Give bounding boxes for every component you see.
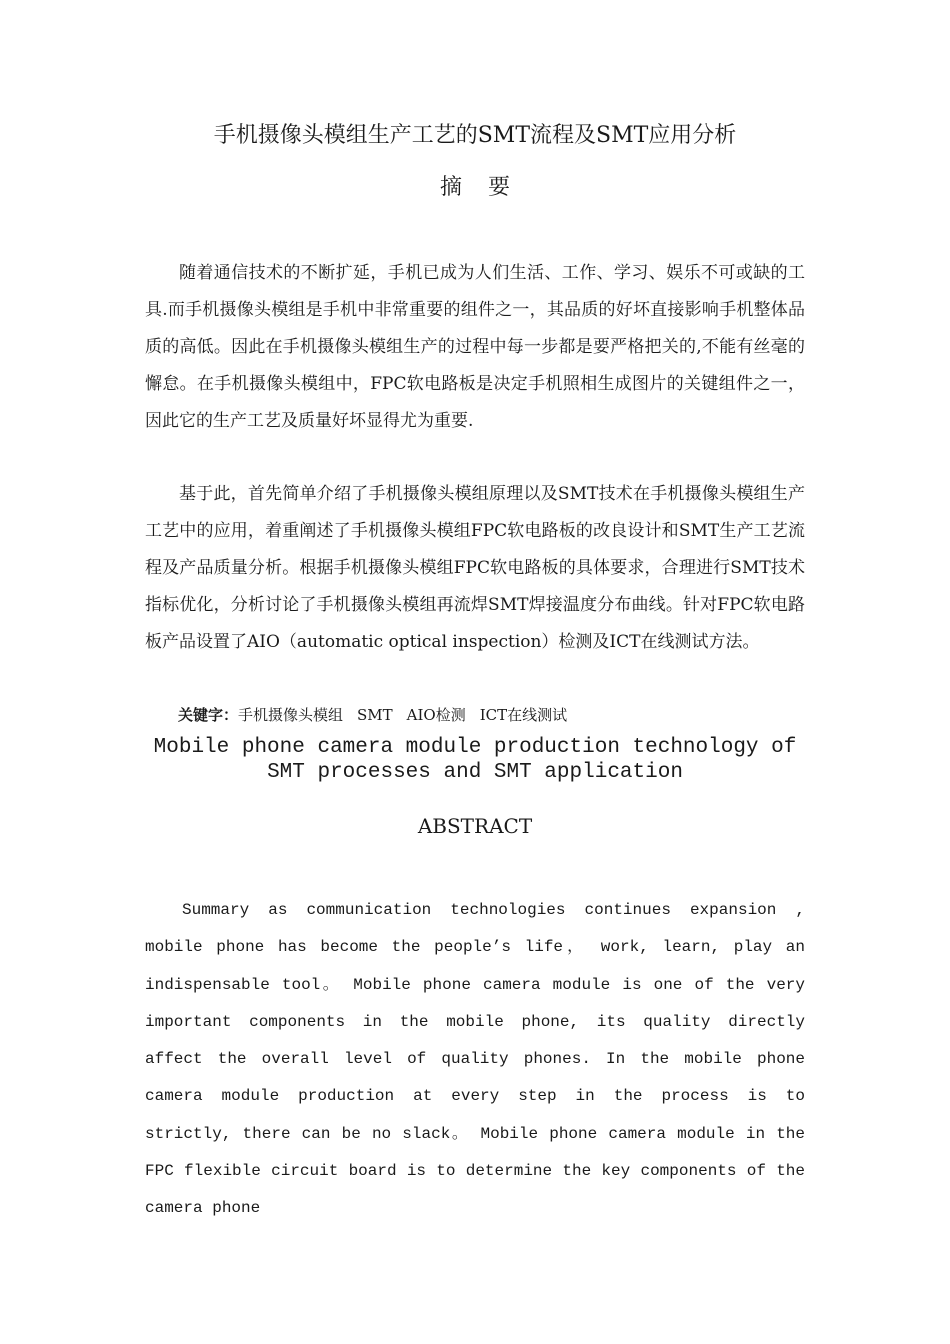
- keyword-item: SMT: [357, 706, 393, 724]
- chinese-abstract-paragraph-2: [145, 476, 805, 661]
- english-abstract-heading: ABSTRACT: [417, 814, 533, 838]
- keyword-item: 手机摄像头模组: [238, 706, 344, 724]
- chinese-title: 手机摄像头模组生产工艺的SMT流程及SMT应用分析: [213, 123, 737, 148]
- chinese-paragraph-2-text: 基于此，首先简单介绍了手机摄像头模组原理以及SMT技术在手机摄像头模组生产工艺中的应用，着重阐述了手机摄像头模组FPC软电路板的改良设计和SMT生产工艺流程及产品质量分析。根据手机摄像头模组FPC软电路板的具体要求，合理进行SMT技术指标优化，分析讨论了手机摄像头模组再流焊SMT焊接温度分布曲线。针对FPC软电路板产品设置了AIO（automatic optical inspection）检测及ICT在线测试方法。: [145, 484, 805, 652]
- chinese-abstract-heading: 摘要: [439, 175, 536, 200]
- keywords-label: 关键字：: [178, 706, 239, 724]
- keywords-line: [178, 703, 581, 727]
- chinese-abstract-paragraph-1: [145, 255, 805, 440]
- chinese-paragraph-1-text: 随着通信技术的不断扩延，手机已成为人们生活、工作、学习、娱乐不可或缺的工具.而手机摄像头模组是手机中非常重要的组件之一，其品质的好坏直接影响手机整体品质的高低。因此在手机摄像头模组生产的过程中每一步都是要严格把关的,不能有丝毫的懈怠。在手机摄像头模组中，FPC软电路板是决定手机照相生成图片的关键组件之一，因此它的生产工艺及质量好坏显得尤为重要.: [145, 263, 805, 431]
- keyword-item: ICT在线测试: [479, 706, 568, 724]
- english-paragraph-1-text: Summary as communication technologies continues expansion , mobile phone has become the people’s life， work, learn, play an indispensable tool。 Mobile phone camera module is one of the very important components in the mobile phone, its quality directly affect the overall level of quality phones. In the mobile phone camera module production at every step in the process is to strictly, there can be no slack。 Mobile phone camera module in the FPC flexible circuit board is to determine the key components of the camera phone: [145, 901, 805, 1218]
- keyword-item: AIO检测: [406, 706, 466, 724]
- english-title: Mobile phone camera module production technology of SMT processes and SMT application: [153, 736, 797, 784]
- english-abstract-paragraph-1: [145, 892, 805, 1228]
